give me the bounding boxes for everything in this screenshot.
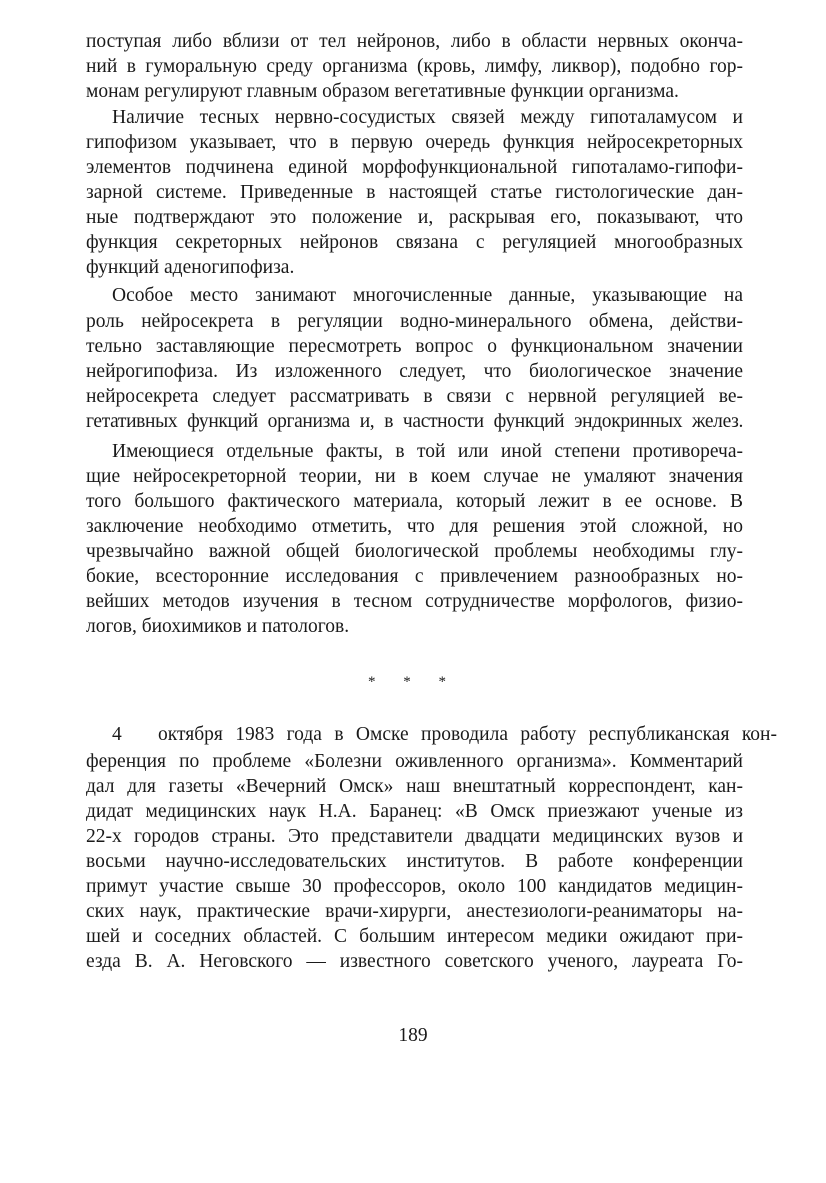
paragraph-4-line-5: чрезвычайно важной общей биологической проблемы необходимы глу- (86, 541, 743, 562)
paragraph-5-line-3: дал для газеты «Вечерний Омск» наш внештатный корреспондент, кан- (86, 776, 743, 797)
paragraph-5-line-9: шей и соседних областей. С большим интересом медики ожидают при- (86, 926, 743, 947)
paragraph-5-line-1: октября 1983 года в Омске проводила работу республиканская кон- (158, 724, 777, 745)
paragraph-4-line-2: щие нейросекреторной теории, ни в коем случае не умаляют значения (86, 466, 743, 487)
paragraph-4-line-4: заключение необходимо отметить, что для решения этой сложной, но (86, 516, 743, 537)
paragraph-2-line-6: функция секреторных нейронов связана с регуляцией многообразных (86, 232, 743, 253)
paragraph-4-line-1: Имеющиеся отдельные факты, в той или иной степени противореча- (112, 441, 743, 462)
paragraph-4-line-8: логов, биохимиков и патологов. (86, 616, 350, 637)
paragraph-2-line-2: гипофизом указывает, что в первую очередь функция нейросекреторных (86, 132, 743, 153)
paragraph-2-line-3: элементов подчинена единой морфофункциональной гипоталамо-гипофи- (86, 157, 743, 178)
paragraph-3-line-1: Особое место занимают многочисленные данные, указывающие на (112, 285, 743, 306)
paragraph-3-line-4: нейрогипофиза. Из изложенного следует, что биологическое значение (86, 361, 743, 382)
paragraph-5-line-8: ских наук, практические врачи-хирурги, анестезиологи-реаниматоры на- (86, 901, 743, 922)
paragraph-2-line-5: ные подтверждают это положение и, раскрывая его, показывают, что (86, 207, 743, 228)
paragraph-4-line-6: бокие, всесторонние исследования с привлечением разнообразных но- (86, 566, 743, 587)
paragraph-5-line-2: ференция по проблеме «Болезни оживленного организма». Комментарий (86, 751, 743, 772)
paragraph-3-line-3: тельно заставляющие пересмотреть вопрос о функциональном значении (86, 336, 743, 357)
paragraph-2-line-1: Наличие тесных нервно-сосудистых связей между гипоталамусом и (112, 107, 743, 128)
paragraph-2-line-7: функций аденогипофиза. (86, 257, 295, 278)
page-number: 189 (398, 1025, 428, 1046)
paragraph-3-line-6: гетативных функций организма и, в частности функций эндокринных желез. (86, 411, 743, 432)
paragraph-4-line-7: вейших методов изучения в тесном сотрудничестве морфологов, физио- (86, 591, 743, 612)
paragraph-3-line-5: нейросекрета следует рассматривать в связи с нервной регуляцией ве- (86, 386, 743, 407)
paragraph-1-line-1: поступая либо вблизи от тел нейронов, либо в области нервных оконча- (86, 31, 743, 52)
paragraph-5-line-6: восьми научно-исследовательских институтов. В работе конференции (86, 851, 743, 872)
paragraph-1-line-3: монам регулируют главным образом вегетативные функции организма. (86, 81, 679, 102)
section-separator: * * * (368, 674, 458, 690)
paragraph-1-line-2: ний в гуморальную среду организма (кровь, лимфу, ликвор), подобно гор- (86, 56, 743, 77)
paragraph-5-line-10: езда В. А. Неговского — известного советского ученого, лауреата Го- (86, 951, 743, 972)
paragraph-4-line-3: того большого фактического материала, который лежит в ее основе. В (86, 491, 743, 512)
paragraph-5-line-7: примут участие свыше 30 профессоров, около 100 кандидатов медицин- (86, 876, 743, 897)
paragraph-5-line-5: 22-х городов страны. Это представители двадцати медицинских вузов и (86, 826, 743, 847)
paragraph-5-line-4: дидат медицинских наук Н.А. Баранец: «В Омск приезжают ученые из (86, 801, 743, 822)
paragraph-2-line-4: зарной системе. Приведенные в настоящей статье гистологические дан- (86, 182, 743, 203)
paragraph-3-line-2: роль нейросекрета в регуляции водно-минерального обмена, действи- (86, 311, 743, 332)
paragraph-5-lead-number: 4 (112, 724, 122, 745)
